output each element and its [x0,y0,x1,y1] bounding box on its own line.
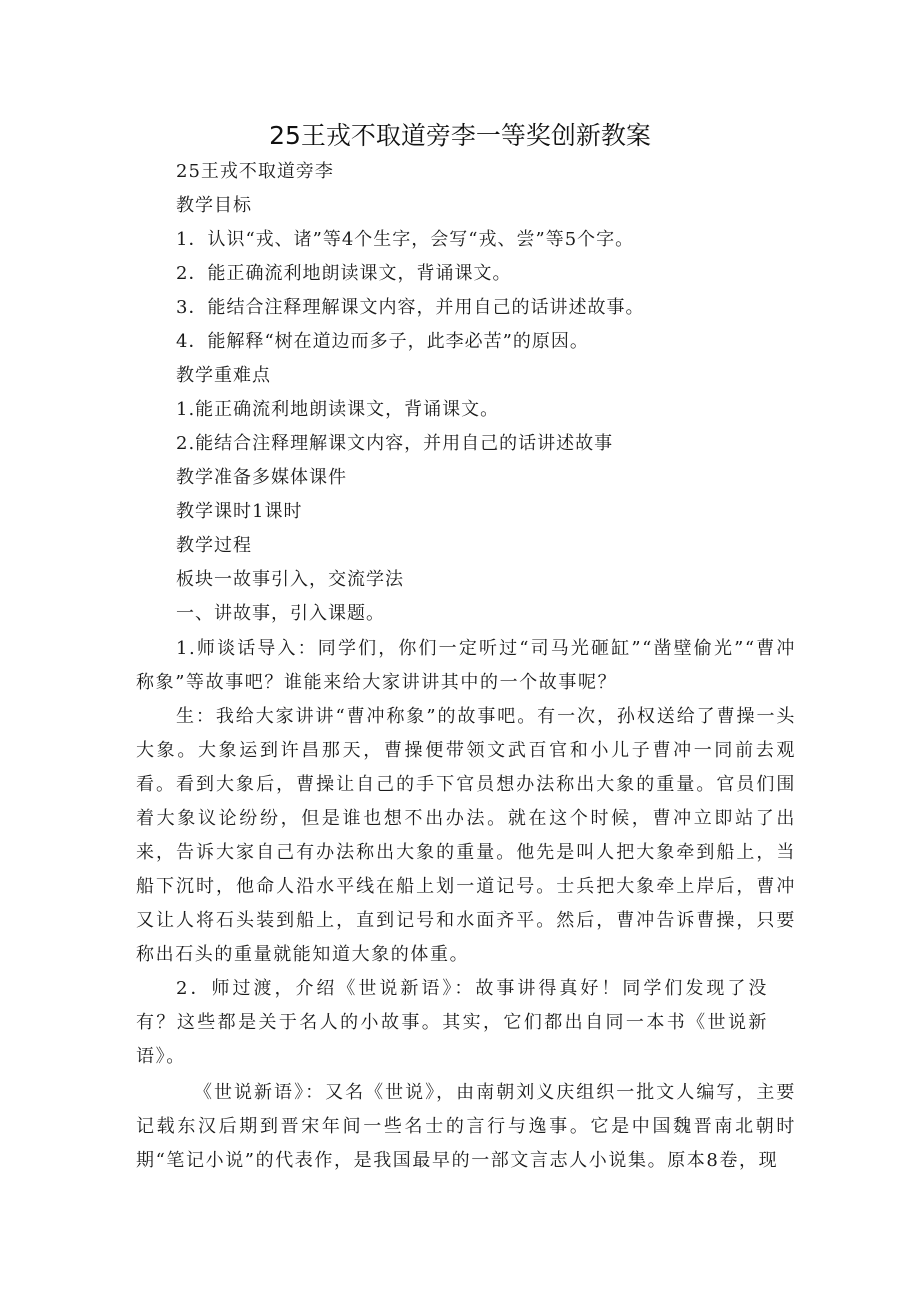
lesson-heading: 25王戎不取道旁李 [176,161,334,182]
document-title: 25王戎不取道旁李一等奖创新教案 [269,121,651,150]
paragraph-text: 2．师过渡，介绍《世说新语》：故事讲得真好！同学们发现了没有？这些都是关于名人的小故事。其实，它们都出自同一本书《世说新语》。 [136,978,768,1067]
objective-item: 3．能结合注释理解课文内容，并用自己的话讲述故事。 [176,297,645,318]
class-hours-line: 教学课时1课时 [176,501,303,522]
section-heading-key-points: 教学重难点 [176,365,271,386]
section-heading-objectives: 教学目标 [176,195,252,216]
paragraph-transition [136,972,768,1074]
objective-item: 2．能正确流利地朗读课文，背诵课文。 [176,263,512,284]
key-point-item: 1.能正确流利地朗读课文，背诵课文。 [176,399,500,420]
objective-item: 1．认识“戎、诸”等4个生字，会写“戎、尝”等5个字。 [176,229,635,250]
paragraph-text: 《世说新语》：又名《世说》，由南朝刘义庆组织一批文人编写，主要记载东汉后期到晋宋年间一些名士的言行与逸事。它是中国魏晋南北朝时期“笔记小说”的代表作，是我国最早的一部文言志人小说集。原本8卷，现 [136,1082,796,1171]
paragraph-book-intro [136,1076,796,1178]
step-heading: 一、讲故事，引入课题。 [176,603,385,624]
paragraph-text: 生：我给大家讲讲“曹冲称象”的故事吧。有一次，孙权送给了曹操一头大象。大象运到许昌那天，曹操便带领文武百官和小儿子曹冲一同前去观看。看到大象后，曹操让自己的手下官员想办法称出大象的重量。官员们围着大象议论纷纷，但是谁也想不出办法。就在这个时候，曹冲立即站了出来，告诉大家自己有办法称出大象的重量。他先是叫人把大象牵到船上，当船下沉时，他命人沿水平线在船上划一道记号。士兵把大象牵上岸后，曹冲又让人将石头装到船上，直到记号和水面齐平。然后，曹冲告诉曹操，只要称出石头的重量就能知道大象的体重。 [136,706,796,965]
preparation-line: 教学准备多媒体课件 [176,467,347,488]
section-heading-process: 教学过程 [176,535,252,556]
key-point-item: 2.能结合注释理解课文内容，并用自己的话讲述故事 [176,433,614,454]
module-heading: 板块一故事引入，交流学法 [176,569,404,590]
paragraph-teacher-intro [136,632,796,700]
paragraph-text: 1.师谈话导入：同学们，你们一定听过“司马光砸缸”“凿壁偷光”“曹冲称象”等故事吧？谁能来给大家讲讲其中的一个故事呢？ [136,638,796,693]
objective-item: 4．能解释“树在道边而多子，此李必苦”的原因。 [176,331,589,352]
paragraph-student-story [136,700,796,972]
